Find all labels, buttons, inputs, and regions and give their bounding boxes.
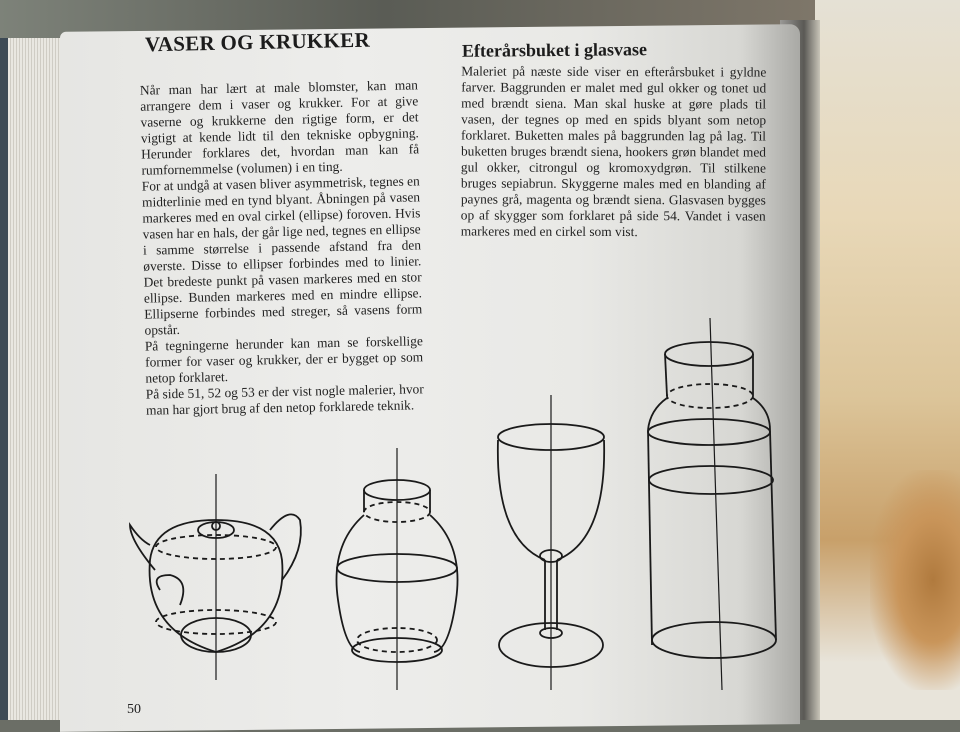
page-number: 50 <box>127 702 141 717</box>
paragraph: Når man har lært at male blomster, kan man arrangere dem i vaser og krukker. For at give vaserne og krukkerne den rigtige form, er det vigtigt at kende lidt til den tekniske opbygning. Herunder forklares det, hvordan man kan få rumfornemmelse (volumen) i en ting. <box>139 77 420 178</box>
paragraph: På tegningerne herunder kan man se forskellige former for vaser og krukker, der er bygget op som netop forklaret. <box>144 333 424 386</box>
jar-drawing <box>336 448 457 690</box>
paragraph: På side 51, 52 og 53 er der vist nogle malerier, hvor man har gjort brug af den netop forklarede teknik. <box>145 381 424 418</box>
paragraph: For at undgå at vasen bliver asymmetrisk, tegnes en midterlinie med en tynd blyant. Åbningen på vasen markeres med en oval cirkel (ellipse) foroven. Hvis vasen har en hals, der går lige ned, tegnes en ellipse i samme størrelse i passende afstand fra den øverste. Disse to ellipser forbindes med to linier. Det bredeste punkt på vasen markeres med en stor ellipse. Bunden markeres med en mindre ellipse. Ellipserne forbindes med streger, så vasens form opstår. <box>141 173 423 338</box>
paragraph: Maleriet på næste side viser en efterårsbuket i gyldne farver. Baggrunden er malet med gul okker og tonet ud med brændt siena. Man skal huske at gøre plads til vasen, der tegnes op med en spids blyant som netop forklaret. Buketten males på baggrunden lag på lag. Til buketten bruges brændt siena, hookers grøn blandet med gul okker, citrongul og kromoxydgrøn. Til stilkene bruges sepiabrun. Skyggerne males med en blanding af paynes grå, magenta og brændt siena. Glasvasen bygges op af skygger som forklaret på side 54. Vandet i vasen markeres med en cirkel som vist. <box>460 63 767 240</box>
wine-glass-drawing <box>498 395 604 690</box>
page-title: VASER OG KRUKKER <box>144 27 371 57</box>
bottle-drawing <box>648 318 776 690</box>
teapot-drawing <box>130 474 301 680</box>
section-title: Efterårsbuket i glasvase <box>461 39 648 61</box>
